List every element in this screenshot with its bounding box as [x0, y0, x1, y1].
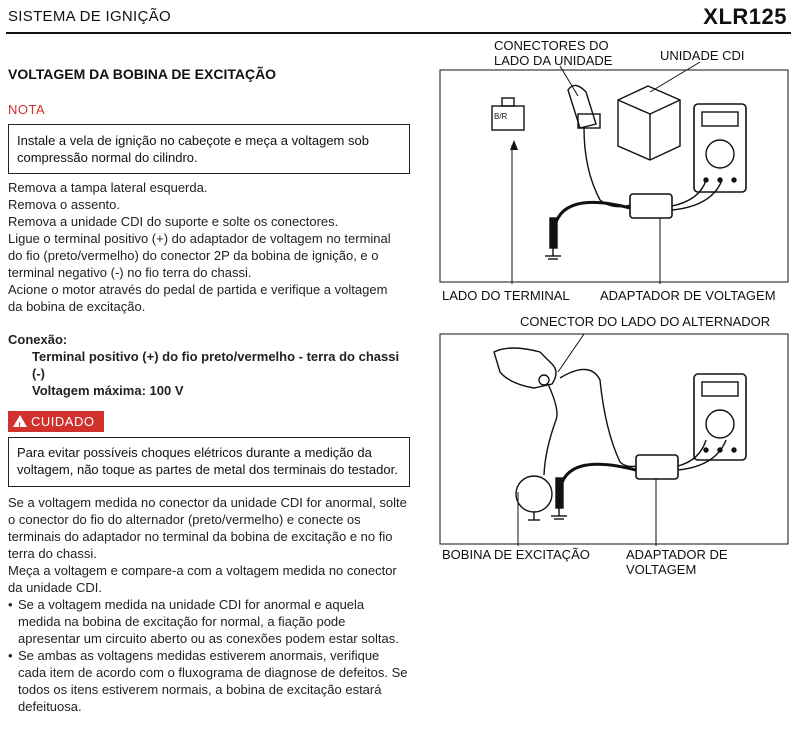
label-pin: B/R: [494, 112, 508, 121]
diagram-1-frame: [440, 70, 788, 282]
diagram-2-frame: [440, 334, 788, 544]
coil-wire: [544, 420, 556, 475]
ground-probe: [550, 218, 557, 248]
caution-box: Para evitar possíveis choques elétricos durante a medição da voltagem, não toque as partes de metal dos terminais do testador.: [8, 437, 410, 487]
ground-wire: [554, 202, 630, 230]
unit-connectors-icon: [568, 85, 596, 128]
label-alternator-connector: CONECTOR DO LADO DO ALTERNADOR: [520, 314, 771, 329]
page-title: VOLTAGEM DA BOBINA DE EXCITAÇÃO: [8, 66, 277, 82]
paragraph-1: Se a voltagem medida no conector da unidade CDI for anormal, solte o conector do fio do alternador (preto/vermelho) e conecte os terminais do adaptador no terminal da bobina de excitação e no fio terra do chassi.: [8, 495, 407, 561]
label-terminal-side: LADO DO TERMINAL: [442, 288, 570, 303]
voltage-adapter-2-icon: [636, 455, 678, 479]
label-voltage-adapter: ADAPTADOR DE VOLTAGEM: [600, 288, 776, 303]
probe-wire-2: [560, 369, 636, 466]
paragraph-2: Meça a voltagem e compare-a com a voltagem medida no conector da unidade CDI.: [8, 563, 397, 595]
step-2: Remova o assento.: [8, 197, 121, 212]
connection-terminals: Terminal positivo (+) do fio preto/vermelho - terra do chassi (-): [32, 349, 400, 381]
ground-probe-2: [556, 478, 563, 508]
caution-label: CUIDADO: [31, 414, 95, 429]
label-voltage-adapter-2: ADAPTADOR DE VOLTAGEM: [626, 547, 728, 577]
note-label: NOTA: [8, 102, 46, 117]
ground-wire-2: [560, 464, 636, 490]
diagram-1: [440, 62, 788, 284]
label-unit-connectors: CONECTORES DO LADO DA UNIDADE: [494, 38, 613, 68]
multimeter-dial: [706, 140, 734, 168]
connection-max-voltage: Voltagem máxima: 100 V: [32, 383, 184, 398]
voltage-adapter-icon: [630, 194, 672, 218]
step-4: Ligue o terminal positivo (+) do adaptador de voltagem no terminal do fio (preto/vermelho) do conector 2P da bobina de ignição, e o terminal negativo (-) no fio terra do chassi.: [8, 231, 391, 280]
connector-tip: [539, 375, 549, 385]
diagram-2: [440, 334, 788, 546]
connection-label: Conexão:: [8, 332, 68, 347]
excitation-coil-icon: [516, 476, 552, 512]
model-name: XLR125: [703, 4, 787, 29]
alternator-connector-leader: [558, 334, 584, 372]
cdi-unit-icon: [618, 86, 680, 160]
cdi-leader: [650, 62, 700, 92]
connector-latch: [502, 98, 514, 106]
bullet-1: • Se a voltagem medida na unidade CDI for anormal e aquela medida na bobina de excitação for normal, a fiação pode apresentar um circuito aberto ou as conexões podem estar soltas.: [8, 596, 410, 647]
pin-arrow-icon: [510, 140, 518, 150]
hand-icon: [494, 348, 556, 388]
probe-wire: [584, 128, 630, 207]
step-5: Acione o motor através do pedal de partida e verifique a voltagem da bobina de excitação.: [8, 282, 388, 314]
step-3: Remova a unidade CDI do suporte e solte os conectores.: [8, 214, 339, 229]
label-cdi-unit: UNIDADE CDI: [660, 48, 745, 63]
step-1: Remova a tampa lateral esquerda.: [8, 180, 208, 195]
bullet-2: • Se ambas as voltagens medidas estiverem anormais, verifique cada item de acordo com o fluxograma de diagnose de defeitos. Se todos os itens estiverem normais, a bobina de excitação estará defeituosa.: [8, 647, 410, 715]
note-box: Instale a vela de ignição no cabeçote e meça a voltagem sob compressão normal do cilindro.: [8, 124, 410, 174]
label-excitation-coil: BOBINA DE EXCITAÇÃO: [442, 547, 590, 562]
section-title: SISTEMA DE IGNIÇÃO: [8, 8, 171, 25]
